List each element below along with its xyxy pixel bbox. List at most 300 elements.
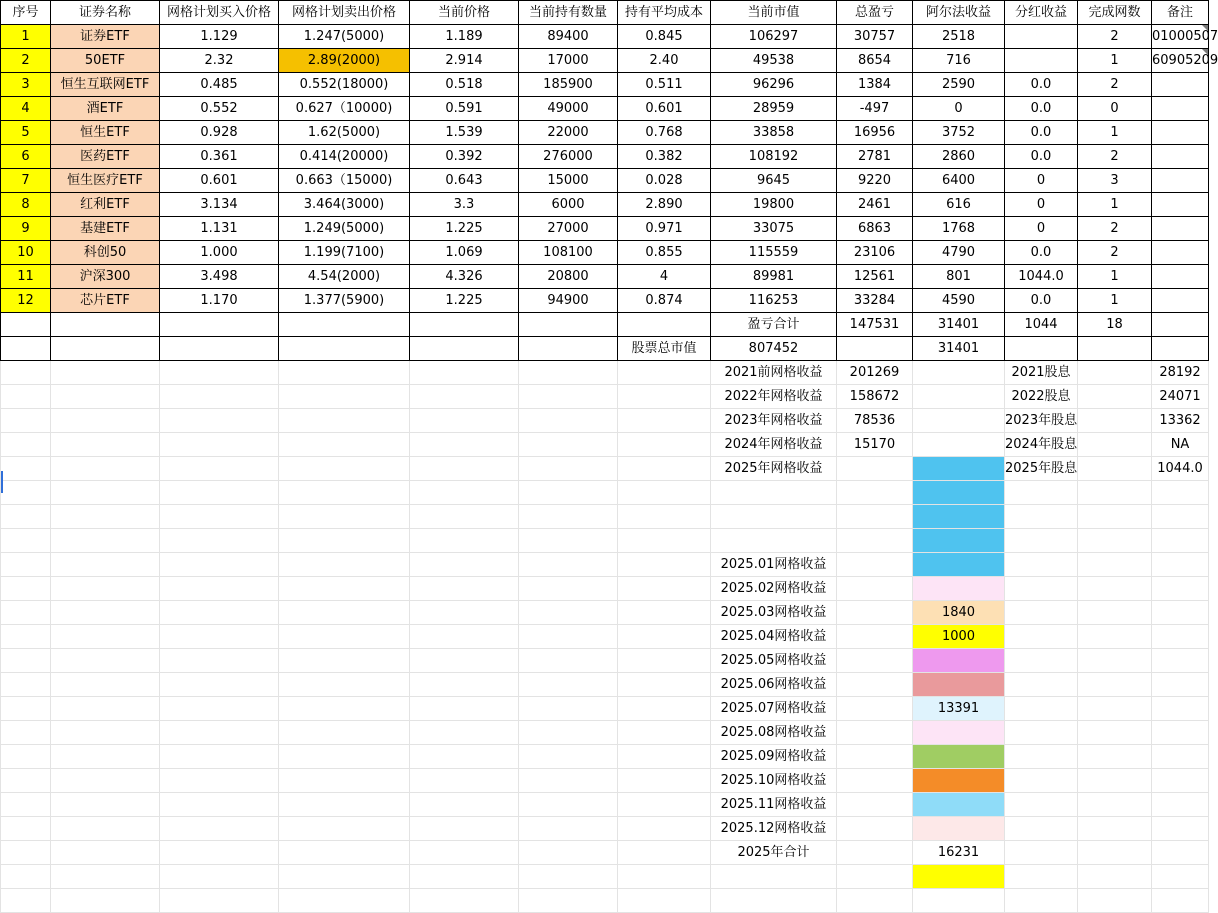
mv-cell[interactable]: 106297	[711, 25, 837, 49]
note-cell[interactable]: 60905209	[1152, 49, 1209, 73]
row-number-cell[interactable]: 7	[1, 169, 51, 193]
dividend-label-cell[interactable]: 2024年股息	[1005, 433, 1078, 457]
qty-cell[interactable]: 17000	[519, 49, 618, 73]
empty-cell[interactable]	[279, 433, 410, 457]
empty-cell[interactable]	[1, 721, 51, 745]
sell-cell[interactable]: 2.89(2000)	[279, 49, 410, 73]
column-header[interactable]: 备注	[1152, 1, 1209, 25]
empty-cell[interactable]	[51, 625, 160, 649]
empty-cell[interactable]	[618, 673, 711, 697]
empty-cell[interactable]	[618, 481, 711, 505]
monthly-value-cell[interactable]: 13391	[913, 697, 1005, 721]
empty-cell[interactable]	[519, 865, 618, 889]
row-number-cell[interactable]: 1	[1, 25, 51, 49]
qty-cell[interactable]: 185900	[519, 73, 618, 97]
empty-cell[interactable]	[160, 481, 279, 505]
empty-cell[interactable]	[160, 625, 279, 649]
empty-cell[interactable]	[519, 553, 618, 577]
empty-cell[interactable]	[51, 553, 160, 577]
empty-cell[interactable]	[51, 361, 160, 385]
empty-cell[interactable]	[1, 577, 51, 601]
security-name-cell[interactable]: 基建ETF	[51, 217, 160, 241]
empty-cell[interactable]	[1078, 625, 1152, 649]
cost-cell[interactable]: 0.601	[618, 97, 711, 121]
empty-cell[interactable]	[1, 457, 51, 481]
empty-cell[interactable]	[51, 337, 160, 361]
empty-cell[interactable]	[1, 625, 51, 649]
sell-cell[interactable]: 0.552(18000)	[279, 73, 410, 97]
monthly-label-cell[interactable]: 2025.04网格收益	[711, 625, 837, 649]
empty-cell[interactable]	[51, 457, 160, 481]
empty-cell[interactable]	[519, 457, 618, 481]
empty-cell[interactable]	[1, 817, 51, 841]
row-number-cell[interactable]: 4	[1, 97, 51, 121]
sell-cell[interactable]: 0.627（10000)	[279, 97, 410, 121]
empty-cell[interactable]	[1152, 865, 1209, 889]
row-number-cell[interactable]: 10	[1, 241, 51, 265]
pnl-cell[interactable]: 33284	[837, 289, 913, 313]
pnl-cell[interactable]: 2461	[837, 193, 913, 217]
sell-cell[interactable]: 1.247(5000)	[279, 25, 410, 49]
cost-cell[interactable]: 0.874	[618, 289, 711, 313]
empty-cell[interactable]	[160, 577, 279, 601]
market-cell[interactable]: 807452	[711, 337, 837, 361]
empty-cell[interactable]	[1, 889, 51, 913]
empty-cell[interactable]	[1005, 649, 1078, 673]
empty-cell[interactable]	[51, 745, 160, 769]
empty-cell[interactable]	[279, 889, 410, 913]
alpha-cell[interactable]: 6400	[913, 169, 1005, 193]
empty-cell[interactable]	[410, 433, 519, 457]
empty-cell[interactable]	[160, 817, 279, 841]
empty-cell[interactable]	[410, 817, 519, 841]
empty-cell[interactable]	[618, 577, 711, 601]
done-cell[interactable]: 1	[1078, 49, 1152, 73]
empty-cell[interactable]	[279, 553, 410, 577]
empty-cell[interactable]	[51, 769, 160, 793]
empty-cell[interactable]	[160, 697, 279, 721]
empty-cell[interactable]	[1, 481, 51, 505]
empty-cell[interactable]	[1152, 337, 1209, 361]
sell-cell[interactable]: 1.249(5000)	[279, 217, 410, 241]
empty-cell[interactable]	[410, 505, 519, 529]
empty-cell[interactable]	[1152, 505, 1209, 529]
note-cell[interactable]	[1152, 121, 1209, 145]
cost-cell[interactable]: 0.845	[618, 25, 711, 49]
note-cell[interactable]	[1152, 145, 1209, 169]
totals-cell[interactable]: 147531	[837, 313, 913, 337]
price-cell[interactable]: 1.225	[410, 217, 519, 241]
div-cell[interactable]	[1005, 49, 1078, 73]
monthly-value-cell[interactable]	[913, 577, 1005, 601]
monthly-label-cell[interactable]: 2025.11网格收益	[711, 793, 837, 817]
empty-cell[interactable]	[618, 889, 711, 913]
row-number-cell[interactable]: 11	[1, 265, 51, 289]
empty-cell[interactable]	[160, 673, 279, 697]
empty-cell[interactable]	[1, 865, 51, 889]
empty-cell[interactable]	[913, 889, 1005, 913]
note-cell[interactable]	[1152, 97, 1209, 121]
monthly-label-cell[interactable]: 2025.07网格收益	[711, 697, 837, 721]
pnl-cell[interactable]: 9220	[837, 169, 913, 193]
empty-cell[interactable]	[618, 313, 711, 337]
empty-cell[interactable]	[837, 697, 913, 721]
column-header[interactable]: 持有平均成本	[618, 1, 711, 25]
empty-cell[interactable]	[618, 721, 711, 745]
monthly-value-cell[interactable]: 1840	[913, 601, 1005, 625]
empty-cell[interactable]	[160, 337, 279, 361]
empty-cell[interactable]	[711, 481, 837, 505]
price-cell[interactable]: 1.069	[410, 241, 519, 265]
empty-cell[interactable]	[1152, 841, 1209, 865]
empty-cell[interactable]	[913, 385, 1005, 409]
monthly-value-cell[interactable]	[913, 817, 1005, 841]
div-cell[interactable]: 0	[1005, 193, 1078, 217]
empty-cell[interactable]	[519, 505, 618, 529]
buy-cell[interactable]: 1.000	[160, 241, 279, 265]
empty-cell[interactable]	[1152, 745, 1209, 769]
security-name-cell[interactable]: 沪深300	[51, 265, 160, 289]
empty-cell[interactable]	[279, 649, 410, 673]
empty-cell[interactable]	[279, 481, 410, 505]
div-cell[interactable]: 0	[1005, 169, 1078, 193]
sell-cell[interactable]: 1.62(5000)	[279, 121, 410, 145]
empty-cell[interactable]	[1078, 865, 1152, 889]
note-cell[interactable]	[1152, 241, 1209, 265]
empty-cell[interactable]	[160, 529, 279, 553]
monthly-label-cell[interactable]: 2025.03网格收益	[711, 601, 837, 625]
alpha-cell[interactable]: 716	[913, 49, 1005, 73]
empty-cell[interactable]	[1152, 313, 1209, 337]
empty-cell[interactable]	[410, 337, 519, 361]
empty-cell[interactable]	[410, 793, 519, 817]
empty-cell[interactable]	[410, 697, 519, 721]
pnl-cell[interactable]: 12561	[837, 265, 913, 289]
empty-cell[interactable]	[51, 673, 160, 697]
cost-cell[interactable]: 0.382	[618, 145, 711, 169]
empty-cell[interactable]	[618, 745, 711, 769]
qty-cell[interactable]: 94900	[519, 289, 618, 313]
monthly-value-cell[interactable]	[913, 673, 1005, 697]
empty-cell[interactable]	[1078, 697, 1152, 721]
empty-cell[interactable]	[519, 817, 618, 841]
empty-cell[interactable]	[519, 601, 618, 625]
totals-cell[interactable]: 1044	[1005, 313, 1078, 337]
column-header[interactable]: 证券名称	[51, 1, 160, 25]
done-cell[interactable]: 2	[1078, 241, 1152, 265]
totals-cell[interactable]: 18	[1078, 313, 1152, 337]
empty-cell[interactable]	[618, 457, 711, 481]
pnl-cell[interactable]: 1384	[837, 73, 913, 97]
monthly-label-cell[interactable]: 2025.09网格收益	[711, 745, 837, 769]
empty-cell[interactable]	[279, 409, 410, 433]
mv-cell[interactable]: 116253	[711, 289, 837, 313]
empty-cell[interactable]	[160, 865, 279, 889]
yearly-label-cell[interactable]: 2022年网格收益	[711, 385, 837, 409]
empty-cell[interactable]	[1, 553, 51, 577]
security-name-cell[interactable]: 酒ETF	[51, 97, 160, 121]
empty-cell[interactable]	[837, 745, 913, 769]
empty-cell[interactable]	[519, 889, 618, 913]
column-header[interactable]: 当前价格	[410, 1, 519, 25]
price-cell[interactable]: 4.326	[410, 265, 519, 289]
done-cell[interactable]: 3	[1078, 169, 1152, 193]
empty-cell[interactable]	[1078, 409, 1152, 433]
empty-cell[interactable]	[913, 457, 1005, 481]
empty-cell[interactable]	[1, 529, 51, 553]
empty-cell[interactable]	[160, 409, 279, 433]
security-name-cell[interactable]: 科创50	[51, 241, 160, 265]
monthly-value-cell[interactable]	[913, 769, 1005, 793]
empty-cell[interactable]	[279, 721, 410, 745]
empty-cell[interactable]	[519, 625, 618, 649]
highlight-cell[interactable]	[913, 481, 1005, 505]
note-cell[interactable]	[1152, 289, 1209, 313]
dividend-label-cell[interactable]: 2023年股息	[1005, 409, 1078, 433]
empty-cell[interactable]	[1152, 529, 1209, 553]
security-name-cell[interactable]: 红利ETF	[51, 193, 160, 217]
buy-cell[interactable]: 3.134	[160, 193, 279, 217]
empty-cell[interactable]	[410, 361, 519, 385]
empty-cell[interactable]	[51, 697, 160, 721]
empty-cell[interactable]	[711, 889, 837, 913]
empty-cell[interactable]	[1078, 433, 1152, 457]
pnl-cell[interactable]: 23106	[837, 241, 913, 265]
qty-cell[interactable]: 276000	[519, 145, 618, 169]
empty-cell[interactable]	[837, 625, 913, 649]
empty-cell[interactable]	[51, 313, 160, 337]
yearly-value-cell[interactable]: 15170	[837, 433, 913, 457]
monthly-label-cell[interactable]: 2025.12网格收益	[711, 817, 837, 841]
empty-cell[interactable]	[51, 385, 160, 409]
price-cell[interactable]: 1.539	[410, 121, 519, 145]
empty-cell[interactable]	[1, 601, 51, 625]
empty-cell[interactable]	[618, 601, 711, 625]
empty-cell[interactable]	[279, 625, 410, 649]
column-header[interactable]: 总盈亏	[837, 1, 913, 25]
empty-cell[interactable]	[837, 793, 913, 817]
pnl-cell[interactable]: 2781	[837, 145, 913, 169]
empty-cell[interactable]	[618, 361, 711, 385]
totals-cell[interactable]: 31401	[913, 313, 1005, 337]
pnl-cell[interactable]: 16956	[837, 121, 913, 145]
empty-cell[interactable]	[618, 433, 711, 457]
empty-cell[interactable]	[160, 313, 279, 337]
empty-cell[interactable]	[1152, 673, 1209, 697]
column-header[interactable]: 完成网数	[1078, 1, 1152, 25]
empty-cell[interactable]	[410, 385, 519, 409]
empty-cell[interactable]	[1005, 529, 1078, 553]
empty-cell[interactable]	[1078, 361, 1152, 385]
done-cell[interactable]: 2	[1078, 73, 1152, 97]
highlight-cell[interactable]	[913, 865, 1005, 889]
empty-cell[interactable]	[1078, 553, 1152, 577]
buy-cell[interactable]: 1.129	[160, 25, 279, 49]
empty-cell[interactable]	[1078, 385, 1152, 409]
empty-cell[interactable]	[1078, 505, 1152, 529]
empty-cell[interactable]	[618, 649, 711, 673]
highlight-cell[interactable]	[913, 529, 1005, 553]
empty-cell[interactable]	[519, 673, 618, 697]
empty-cell[interactable]	[1152, 625, 1209, 649]
row-number-cell[interactable]: 5	[1, 121, 51, 145]
empty-cell[interactable]	[711, 865, 837, 889]
empty-cell[interactable]	[1078, 529, 1152, 553]
yearly-label-cell[interactable]: 2024年网格收益	[711, 433, 837, 457]
row-number-cell[interactable]: 3	[1, 73, 51, 97]
empty-cell[interactable]	[279, 697, 410, 721]
empty-cell[interactable]	[1152, 553, 1209, 577]
empty-cell[interactable]	[279, 337, 410, 361]
empty-cell[interactable]	[1005, 553, 1078, 577]
empty-cell[interactable]	[410, 313, 519, 337]
empty-cell[interactable]	[51, 865, 160, 889]
cost-cell[interactable]: 0.028	[618, 169, 711, 193]
empty-cell[interactable]	[618, 697, 711, 721]
empty-cell[interactable]	[160, 721, 279, 745]
empty-cell[interactable]	[160, 505, 279, 529]
buy-cell[interactable]: 2.32	[160, 49, 279, 73]
empty-cell[interactable]	[1005, 793, 1078, 817]
empty-cell[interactable]	[1, 841, 51, 865]
empty-cell[interactable]	[837, 841, 913, 865]
qty-cell[interactable]: 15000	[519, 169, 618, 193]
row-number-cell[interactable]: 12	[1, 289, 51, 313]
column-header[interactable]: 序号	[1, 1, 51, 25]
empty-cell[interactable]	[279, 529, 410, 553]
empty-cell[interactable]	[618, 409, 711, 433]
empty-cell[interactable]	[618, 505, 711, 529]
empty-cell[interactable]	[51, 841, 160, 865]
cost-cell[interactable]: 4	[618, 265, 711, 289]
dividend-label-cell[interactable]: 2025年股息	[1005, 457, 1078, 481]
empty-cell[interactable]	[160, 553, 279, 577]
empty-cell[interactable]	[160, 361, 279, 385]
empty-cell[interactable]	[279, 745, 410, 769]
empty-cell[interactable]	[1078, 649, 1152, 673]
yearly-label-cell[interactable]: 2025年网格收益	[711, 457, 837, 481]
empty-cell[interactable]	[618, 385, 711, 409]
empty-cell[interactable]	[51, 481, 160, 505]
buy-cell[interactable]: 0.928	[160, 121, 279, 145]
empty-cell[interactable]	[1005, 601, 1078, 625]
monthly-value-cell[interactable]	[913, 553, 1005, 577]
pnl-cell[interactable]: 8654	[837, 49, 913, 73]
mv-cell[interactable]: 28959	[711, 97, 837, 121]
empty-cell[interactable]	[1078, 769, 1152, 793]
yearly-label-cell[interactable]: 2021前网格收益	[711, 361, 837, 385]
empty-cell[interactable]	[837, 721, 913, 745]
sell-cell[interactable]: 1.199(7100)	[279, 241, 410, 265]
yearly-value-cell[interactable]	[837, 457, 913, 481]
empty-cell[interactable]	[279, 793, 410, 817]
empty-cell[interactable]	[1, 409, 51, 433]
sell-cell[interactable]: 1.377(5900)	[279, 289, 410, 313]
empty-cell[interactable]	[519, 769, 618, 793]
dividend-value-cell[interactable]: 1044.0	[1152, 457, 1209, 481]
empty-cell[interactable]	[279, 385, 410, 409]
alpha-cell[interactable]: 4590	[913, 289, 1005, 313]
totals-cell[interactable]: 盈亏合计	[711, 313, 837, 337]
empty-cell[interactable]	[519, 529, 618, 553]
empty-cell[interactable]	[410, 673, 519, 697]
empty-cell[interactable]	[410, 889, 519, 913]
monthly-value-cell[interactable]	[913, 649, 1005, 673]
mv-cell[interactable]: 115559	[711, 241, 837, 265]
empty-cell[interactable]	[51, 529, 160, 553]
empty-cell[interactable]	[160, 457, 279, 481]
empty-cell[interactable]	[1078, 673, 1152, 697]
empty-cell[interactable]	[1005, 625, 1078, 649]
empty-cell[interactable]	[519, 697, 618, 721]
dividend-value-cell[interactable]: 28192	[1152, 361, 1209, 385]
empty-cell[interactable]	[160, 769, 279, 793]
empty-cell[interactable]	[1078, 841, 1152, 865]
done-cell[interactable]: 1	[1078, 121, 1152, 145]
empty-cell[interactable]	[519, 409, 618, 433]
empty-cell[interactable]	[1005, 505, 1078, 529]
empty-cell[interactable]	[1005, 673, 1078, 697]
empty-cell[interactable]	[160, 649, 279, 673]
cost-cell[interactable]: 0.855	[618, 241, 711, 265]
column-header[interactable]: 当前市值	[711, 1, 837, 25]
total-2025-label[interactable]: 2025年合计	[711, 841, 837, 865]
empty-cell[interactable]	[1005, 697, 1078, 721]
price-cell[interactable]: 0.591	[410, 97, 519, 121]
mv-cell[interactable]: 96296	[711, 73, 837, 97]
empty-cell[interactable]	[160, 745, 279, 769]
pnl-cell[interactable]: 30757	[837, 25, 913, 49]
empty-cell[interactable]	[160, 841, 279, 865]
empty-cell[interactable]	[1005, 817, 1078, 841]
empty-cell[interactable]	[837, 601, 913, 625]
security-name-cell[interactable]: 芯片ETF	[51, 289, 160, 313]
qty-cell[interactable]: 27000	[519, 217, 618, 241]
empty-cell[interactable]	[410, 865, 519, 889]
price-cell[interactable]: 3.3	[410, 193, 519, 217]
empty-cell[interactable]	[1078, 817, 1152, 841]
empty-cell[interactable]	[1, 649, 51, 673]
yearly-value-cell[interactable]: 78536	[837, 409, 913, 433]
empty-cell[interactable]	[1078, 337, 1152, 361]
highlight-cell[interactable]	[913, 505, 1005, 529]
monthly-label-cell[interactable]: 2025.10网格收益	[711, 769, 837, 793]
empty-cell[interactable]	[837, 817, 913, 841]
price-cell[interactable]: 1.189	[410, 25, 519, 49]
empty-cell[interactable]	[279, 505, 410, 529]
yearly-label-cell[interactable]: 2023年网格收益	[711, 409, 837, 433]
monthly-label-cell[interactable]: 2025.08网格收益	[711, 721, 837, 745]
empty-cell[interactable]	[711, 505, 837, 529]
empty-cell[interactable]	[279, 313, 410, 337]
empty-cell[interactable]	[837, 673, 913, 697]
empty-cell[interactable]	[51, 601, 160, 625]
qty-cell[interactable]: 20800	[519, 265, 618, 289]
mv-cell[interactable]: 33858	[711, 121, 837, 145]
price-cell[interactable]: 0.518	[410, 73, 519, 97]
empty-cell[interactable]	[51, 817, 160, 841]
column-header[interactable]: 网格计划卖出价格	[279, 1, 410, 25]
monthly-value-cell[interactable]	[913, 745, 1005, 769]
div-cell[interactable]: 0.0	[1005, 97, 1078, 121]
alpha-cell[interactable]: 3752	[913, 121, 1005, 145]
empty-cell[interactable]	[1005, 481, 1078, 505]
done-cell[interactable]: 1	[1078, 193, 1152, 217]
total-2025-value[interactable]: 16231	[913, 841, 1005, 865]
column-header[interactable]: 阿尔法收益	[913, 1, 1005, 25]
empty-cell[interactable]	[410, 721, 519, 745]
mv-cell[interactable]: 9645	[711, 169, 837, 193]
